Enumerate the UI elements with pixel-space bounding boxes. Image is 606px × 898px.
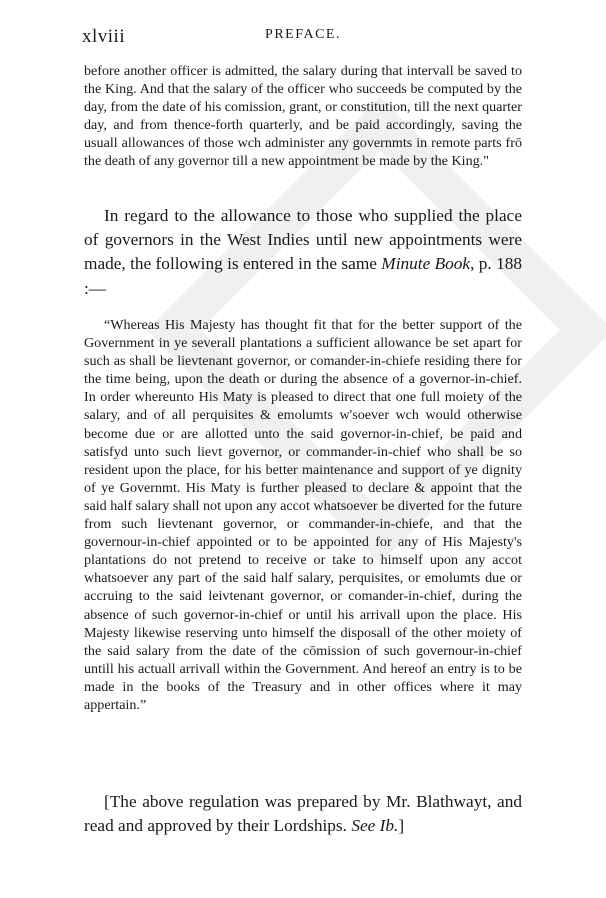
editorial-note xyxy=(84,790,522,838)
quoted-minute-text: “Whereas His Majesty has thought fit that for the better support of the Government in ye severall plantations a sufficient allowance be set apart for such as shall be lievtenant governor, or comander-in-chiefe residing there for the time being, upon the death or during the absence of a governor-in-chief. In order whereunto His Maty is pleased to direct that one full moiety of the salary, and of all perquisites & emolumts w'soever wch would otherwise become due or are allotted unto the said governor-in-chief, be paid and satisfyd unto such lievt governor, or commander-in-chief who shall be so resident upon the place, for his better maintenance and support of ye dignity of ye Governmt. His Maty is further pleased to declare & appoint that the said half salary shall not upon any accot whatsoever be diverted for the future from such lievtenant governor, or commander-in-chiefe, and that the governour-in-chief appointed or to be appointed for any of His Majesty's plantations do not pretend to receive or take to himself upon any accot whatsoever any part of the said half salary, perquisites, or emolumts due or accruing to the said leivtenant governor, or comander-in-chief, during the absence of such governor-in-chief or until his arrivall upon the place. His Majesty likewise reserving unto himself the disposall of the other moiety of the said salary from the date of the cōmission of such governour-in-chief untill his actuall arrivall within the Government. And hereof an entry is to be made in the books of the Treasury and in other offices where it may appertain.” xyxy=(84,317,522,713)
page-reference: , p. 188 :— xyxy=(84,254,523,298)
page-number: xlviii xyxy=(82,26,126,47)
body-paragraph-text xyxy=(84,204,522,301)
editorial-note-text xyxy=(84,790,522,838)
quote-continuation-text: before another officer is admitted, the salary during that intervall be saved to the King. And that the salary of the officer who succeeds be computed by the day, from the date of his comission, grant, or constitution, till the next quarter day, and from thence-forth quarterly, and be paid accordingly, saving the usuall allowances of those wch administer any governmts in remote parts frō the death of any governor till a new appointment be made by the King." xyxy=(84,63,522,170)
quoted-minute xyxy=(84,316,522,714)
book-title: Minute Book xyxy=(381,254,471,274)
note-text-before: [The above regulation was prepared by Mr. Blathwayt, and read and approved by their Lordships. xyxy=(84,792,522,836)
note-close-bracket: ] xyxy=(398,816,405,836)
quote-continuation xyxy=(84,62,522,171)
running-head xyxy=(82,26,524,48)
body-text-before: In regard to the allowance to those who supplied the place of governors in the West Indies until new appointments were made, the following is entered in the same xyxy=(84,206,522,274)
section-title: PREFACE. xyxy=(265,27,341,42)
note-reference: See Ib. xyxy=(351,816,399,836)
body-paragraph xyxy=(84,204,522,301)
